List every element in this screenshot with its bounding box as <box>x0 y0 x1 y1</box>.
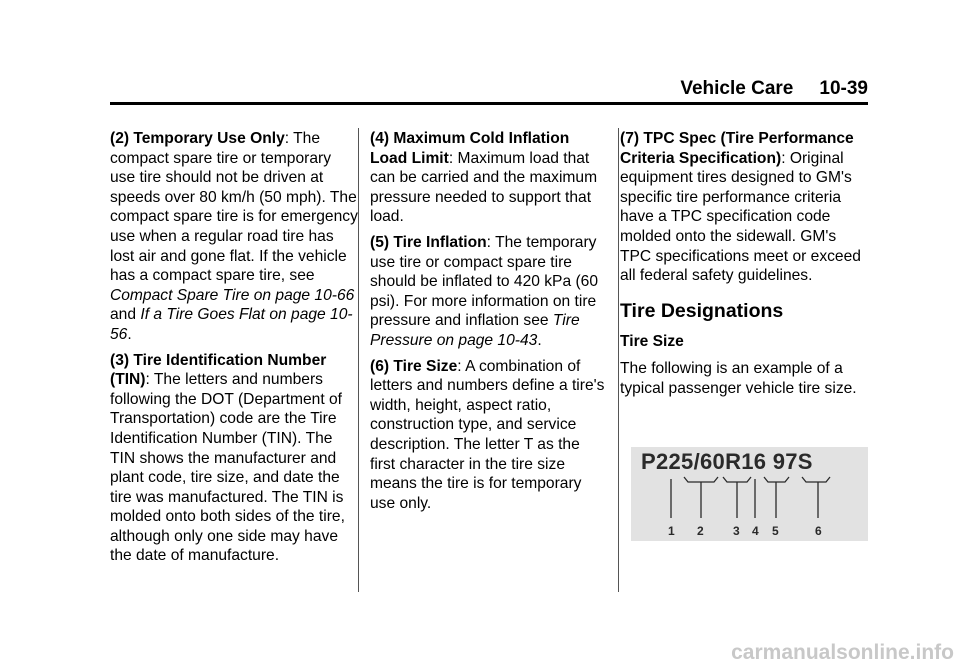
tpc-text: Original equipment tires designed to GM's specific tire performance criteria have a TPC specification code molded onto the sidewall. GM's TPC specifications meet or exceed all federal safety guidelines. <box>620 149 861 285</box>
tire-size-example-paragraph: The following is an example of a typical passenger vehicle tire size. <box>620 360 857 397</box>
tire-pressure-reference: Tire Pressure on page 10-43 <box>370 312 580 349</box>
subsection-heading: Tire Size <box>620 332 684 350</box>
max-load-text: Maximum load that can be carried and the maximum pressure needed to support that load. <box>370 149 598 226</box>
tpc-paragraph <box>620 129 870 286</box>
tire-size-label: (6) Tire Size <box>370 357 458 375</box>
tire-size-code: P225/60R16 97S <box>641 449 813 474</box>
period: . <box>537 331 542 349</box>
period: . <box>127 325 132 343</box>
tire-inflation-text: The temporary use tire or compact spare tire should be inflated to 420 kPa (60 psi). For more information on tire pressure and inflation see <box>370 233 599 330</box>
temporary-use-paragraph <box>110 129 358 345</box>
watermark: carmanualsonline.info <box>731 641 954 664</box>
tire-inflation-paragraph <box>370 233 608 351</box>
tire-inflation-label: (5) Tire Inflation <box>370 233 487 251</box>
section-title: Vehicle Care <box>680 78 794 99</box>
column-2 <box>370 129 608 519</box>
section-heading: Tire Designations <box>620 299 784 322</box>
temporary-use-text: The compact spare tire or temporary use tire should not be driven at speeds over 80 km/h (50 mph). The compact spare tire is for emergency use when a regular road tire has lost air and gone flat. If the vehicle has a compact spare tire, see <box>110 130 358 285</box>
label-colon: : <box>781 149 786 167</box>
figure-label-1: 1 <box>668 524 675 538</box>
column-1 <box>110 129 358 572</box>
temporary-use-label: (2) Temporary Use Only <box>110 130 285 147</box>
label-colon: : <box>448 149 454 167</box>
and-text: and <box>110 306 141 324</box>
figure-leader-lines <box>631 447 868 541</box>
figure-label-4: 4 <box>752 524 759 538</box>
column-divider <box>618 128 619 592</box>
compact-spare-reference: Compact Spare Tire on page 10-66 <box>110 286 355 304</box>
tin-paragraph <box>110 351 358 567</box>
label-colon: : <box>145 371 150 389</box>
page-number: 10-39 <box>819 78 868 99</box>
tin-label: (3) Tire Identification Number (TIN) <box>110 351 327 389</box>
tire-size-paragraph <box>370 357 608 514</box>
tin-text: The letters and numbers following the DOT (Department of Transportation) code are the Tire Identification Number (TIN). The TIN shows the manufacturer and plant code, tire size, and date the tire was manufactured. The TIN is molded onto both sides of the tire, although only one side may have the date of manufacture. <box>110 371 345 565</box>
max-load-label: (4) Maximum Cold Inflation Load Limit <box>370 130 570 167</box>
header-rule <box>110 102 868 105</box>
column-divider <box>358 128 359 592</box>
tpc-label: (7) TPC Spec (Tire Performance Criteria Specification) <box>620 130 854 167</box>
label-colon: : <box>284 130 290 147</box>
figure-label-2: 2 <box>697 524 704 538</box>
tire-size-text: A combination of letters and numbers define a tire's width, height, aspect ratio, construction type, and service description. The letter T as the first character in the tire size means the tire is for temporary use only. <box>370 357 605 512</box>
tire-size-figure <box>631 447 868 541</box>
figure-label-5: 5 <box>772 524 779 538</box>
label-colon: : <box>457 357 462 375</box>
figure-label-3: 3 <box>733 524 740 538</box>
label-colon: : <box>486 233 492 251</box>
column-3 <box>620 129 870 405</box>
max-load-paragraph <box>370 129 608 227</box>
page-header <box>0 78 868 100</box>
figure-label-6: 6 <box>815 524 822 538</box>
tire-flat-reference: If a Tire Goes Flat on page 10-56 <box>110 306 353 343</box>
